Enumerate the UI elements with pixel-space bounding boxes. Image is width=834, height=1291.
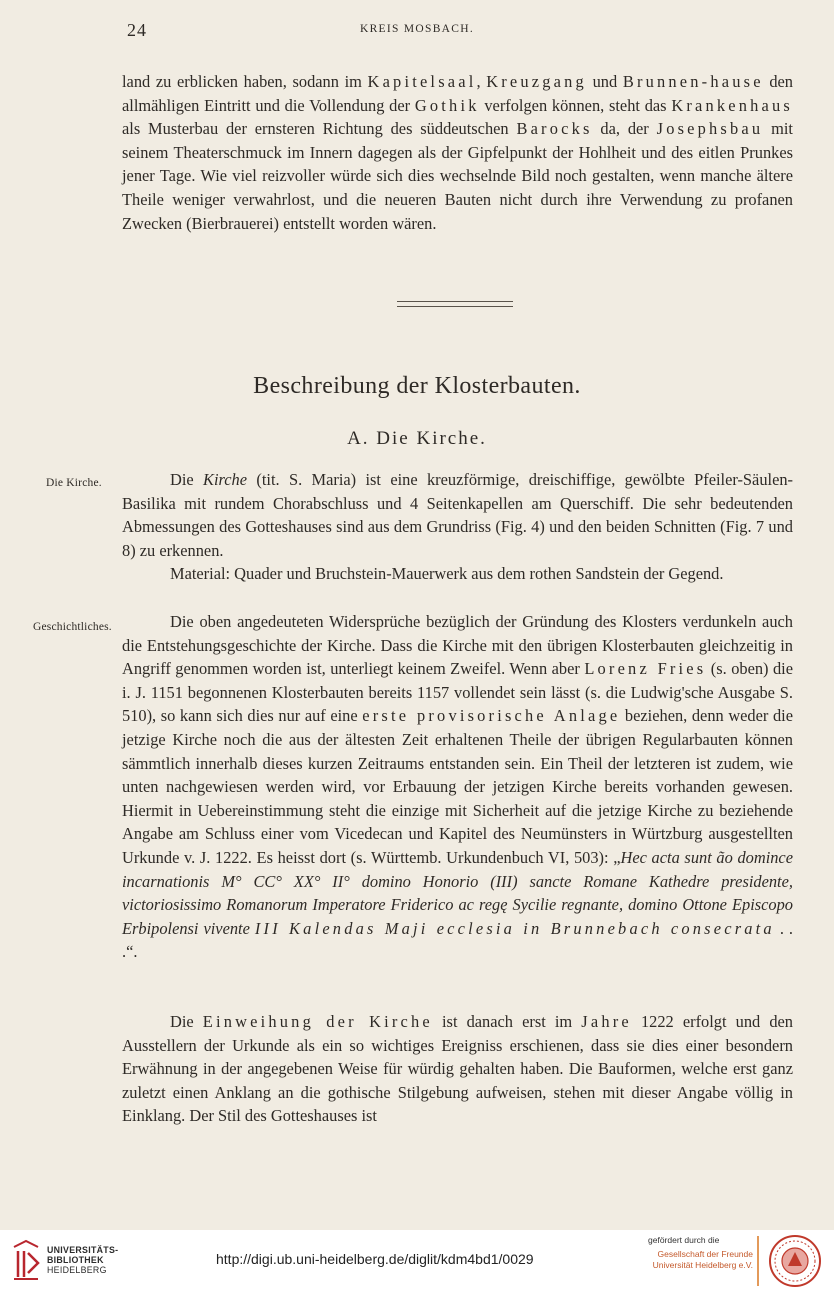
material-paragraph: Material: Quader und Bruchstein-Mauerwerk aus dem rothen Sandstein der Gegend. (170, 564, 724, 584)
sponsor-label: gefördert durch die (648, 1235, 720, 1245)
university-library-name: UNIVERSITÄTS- BIBLIOTHEK HEIDELBERG (47, 1245, 119, 1276)
sub-heading: A. Die Kirche. (347, 428, 487, 449)
geschichte-text (122, 610, 793, 964)
intro-paragraph: land zu erblicken haben, sodann im Kapitelsaal, Kreuzgang und Brunnen-hause den allmähligen Eintritt und die Vollendung der Gothik verfolgen können, steht das Krankenhaus als Musterbau der ernsteren Richtung des süddeutschen Barocks da, der Josephsbau mit seinem Theaterschmuck im Innern dagegen als der Gipfelpunkt der Hohlheit und des eitlen Prunkes jener Tage. Wie viel reizvoller würde sich dies wechselnde Bild noch gestalten, wenn manche ältere Theile weniger verwahrlost, und die neueren Bauten nicht durch ihre Verwendung zu profanen Zwecken (Bierbrauerei) entstellt worden wären. (122, 72, 793, 233)
margin-note-geschichte: Geschichtliches. (33, 621, 112, 633)
weihe-text (122, 1010, 793, 1128)
sponsor-name: Gesellschaft der Freunde Universität Heidelberg e.V. (652, 1249, 753, 1270)
kirche-text (122, 468, 793, 586)
page-number: 24 (127, 20, 147, 40)
running-title: KREIS MOSBACH. (359, 23, 475, 35)
permalink-url[interactable]: http://digi.ub.uni-heidelberg.de/diglit/kdm4bd1/0029 (216, 1251, 534, 1267)
university-seal-icon (768, 1234, 822, 1288)
kirche-paragraph-1: Die Kirche (tit. S. Maria) ist eine kreuzförmige, dreischiffige, gewölbte Pfeiler-Säulen-Basilika mit rundem Chorabschluss und 4 Seitenkapellen am Querschiff. Die sehr bedeutenden Abmessungen des Gotteshauses sind aus dem Grundriss (Fig. 4) und den beiden Schnitten (Fig. 7 und 8) zu erkennen. (122, 470, 794, 560)
sponsor-divider (757, 1236, 759, 1286)
section-divider (397, 301, 513, 307)
weihe-paragraph: Die Einweihung der Kirche ist danach erst im Jahre 1222 erfolgt und den Ausstellern der Urkunde als ein so wichtiges Ereigniss erschienen, dass sie dies einer besondern Erwähnung in der angegebenen Weise für würdig gehalten haben. Die Bauformen, welche erst ganz zuletzt einen Anklang an die gothische Stilgebung aufweisen, stehen mit dieser Angabe völlig in Einklang. Der Stil des Gotteshauses ist (122, 1012, 793, 1126)
geschichte-paragraph: Die oben angedeuteten Widersprüche bezüglich der Gründung des Klosters verdunkeln auch die Entstehungsgeschichte der Kirche. Dass die Kirche mit den übrigen Klosterbauten gleichzeitig in Angriff genommen worden ist, unterliegt keinem Zweifel. Wenn aber Lorenz Fries (s. oben) die i. J. 1151 begonnenen Klosterbauten bereits 1157 vollendet sein lässt (s. die Ludwig'sche Ausgabe S. 510), so kann sich dies nur auf eine erste provisorische Anlage beziehen, denn weder die jetzige Kirche noch die aus der ältesten Zeit erhaltenen Theile der übrigen Regularbauten können sämmtlich innerhalb dieses kurzen Zeitraums entstanden sein. Ein Theil der letzteren ist zudem, wie unten nachgewiesen werden wird, vor Erbauung der jetzigen Kirche bereits vorhanden gewesen. Hiermit in Uebereinstimmung steht die einzige mit Sicherheit auf die jetzige Kirche zu beziehende Angabe am Schluss einer vom Vicedecan und Kapitel des Neumünsters in Würtzburg ausgestellten Urkunde v. J. 1222. Es heisst dort (s. Württemb. Urkundenbuch VI, 503): „Hec acta sunt ão domince incarnationis M° CC° XX° II° domino Honorio (III) sancte Romane Kathedre presidente, victoriosissimo Romanorum Imperatore Friderico ac regę Sycilie regnante, domino Ottone Episcopo Erbipolensi vivente III Kalendas Maji ecclesia in Brunnebach consecrata . . .“. (122, 612, 793, 962)
university-library-logo-icon (10, 1239, 42, 1283)
margin-note-kirche: Die Kirche. (46, 477, 102, 489)
footer-bar (0, 1230, 834, 1291)
section-heading: Beschreibung der Klosterbauten. (253, 373, 581, 399)
